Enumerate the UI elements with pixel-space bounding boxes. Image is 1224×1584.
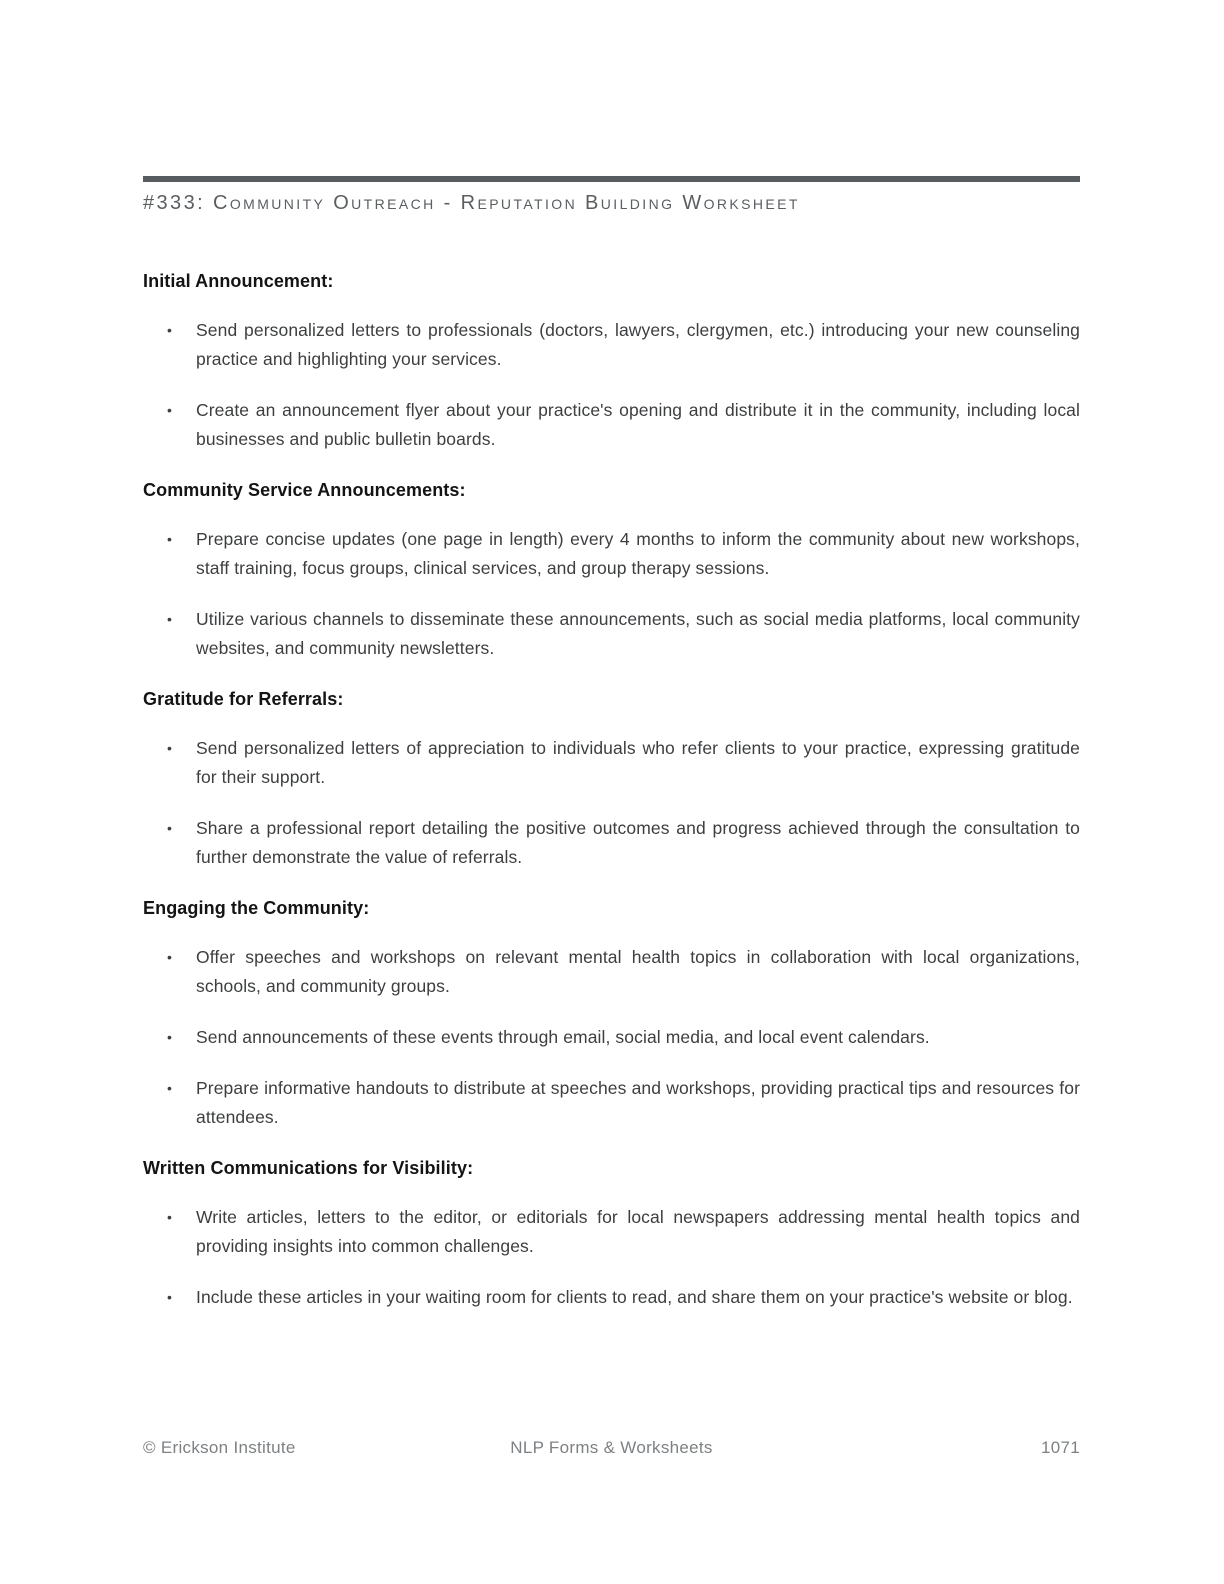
list-item: • Share a professional report detailing the positive outcomes and progress achieved through the consultation to further demonstrate the value of referrals. [143, 814, 1080, 872]
section-heading: Gratitude for Referrals: [143, 689, 344, 709]
section-engaging-the-community [143, 894, 1080, 1132]
page-title: #333: Community Outreach - Reputation Building Worksheet [143, 192, 800, 214]
section-gratitude-for-referrals [143, 685, 1080, 872]
bullet-list [143, 316, 1080, 454]
list-item: • Utilize various channels to disseminate these announcements, such as social media platforms, local community websites, and community newsletters. [143, 605, 1080, 663]
header-rule [143, 176, 1080, 182]
section-heading: Community Service Announcements: [143, 480, 466, 500]
bullet-list [143, 1203, 1080, 1312]
footer-page-number: 1071 [1040, 1438, 1080, 1457]
list-item: • Send personalized letters to professionals (doctors, lawyers, clergymen, etc.) introducing your new counseling practice and highlighting your services. [143, 316, 1080, 374]
footer-copyright: © Erickson Institute [143, 1438, 296, 1457]
section-written-communications [143, 1154, 1080, 1312]
list-item: • Include these articles in your waiting room for clients to read, and share them on your practice's website or blog. [143, 1283, 1080, 1312]
section-heading: Initial Announcement: [143, 271, 334, 291]
page-footer [143, 1434, 1080, 1462]
section-heading: Written Communications for Visibility: [143, 1158, 474, 1178]
list-item: • Send announcements of these events through email, social media, and local event calendars. [143, 1023, 1080, 1052]
bullet-list [143, 943, 1080, 1132]
footer-booklet-title: NLP Forms & Worksheets [510, 1438, 713, 1457]
list-item: • Prepare concise updates (one page in length) every 4 months to inform the community about new workshops, staff training, focus groups, clinical services, and group therapy sessions. [143, 525, 1080, 583]
list-item: • Send personalized letters of appreciation to individuals who refer clients to your practice, expressing gratitude for their support. [143, 734, 1080, 792]
list-item: • Offer speeches and workshops on relevant mental health topics in collaboration with local organizations, schools, and community groups. [143, 943, 1080, 1001]
list-item: • Create an announcement flyer about your practice's opening and distribute it in the community, including local businesses and public bulletin boards. [143, 396, 1080, 454]
section-initial-announcement [143, 267, 1080, 454]
section-heading: Engaging the Community: [143, 898, 370, 918]
list-item: • Prepare informative handouts to distribute at speeches and workshops, providing practical tips and resources for attendees. [143, 1074, 1080, 1132]
section-community-service-announcements [143, 476, 1080, 663]
bullet-list [143, 734, 1080, 872]
bullet-list [143, 525, 1080, 663]
list-item: • Write articles, letters to the editor, or editorials for local newspapers addressing mental health topics and providing insights into common challenges. [143, 1203, 1080, 1261]
